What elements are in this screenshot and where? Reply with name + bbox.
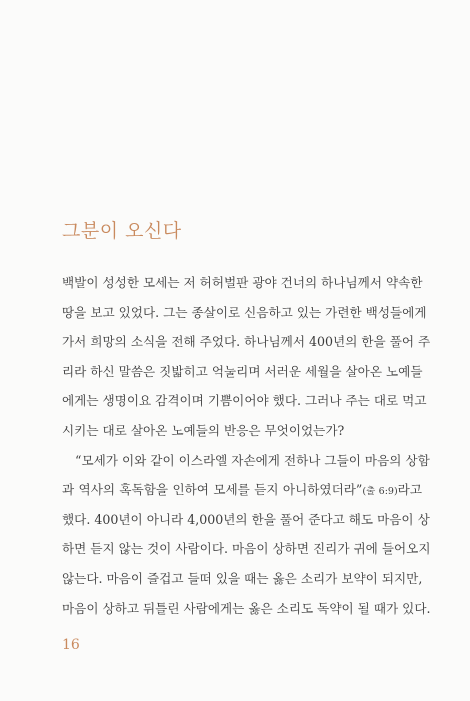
text-line: 했다. 400년이 아니라 4,000년의 한을 풀어 준다고 해도 마음이 상	[62, 511, 430, 527]
text-line: 에게는 생명이요 감격이며 기쁨이어야 했다. 그러나 주는 대로 먹고	[62, 393, 427, 409]
scripture-citation: (출 6:9)	[362, 486, 398, 498]
text-line	[62, 475, 422, 505]
body-text	[62, 268, 431, 623]
section-title: 그분이 오신다	[62, 220, 182, 242]
text-line: 마음이 상하고 뒤틀린 사람에게는 옳은 소리도 독약이 될 때가 있다.	[62, 600, 431, 616]
quote-text: 과 역사의 혹독함을 인하여 모세를 듣지 아니하였더라”	[62, 482, 363, 498]
text-line: “모세가 이와 같이 이스라엘 자손에게 전하나 그들이 마음의 상함	[75, 452, 430, 468]
text-line: 하면 듣지 않는 것이 사람이다. 마음이 상하면 진리가 귀에 들어오지	[62, 541, 431, 557]
text-line: 않는다. 마음이 즐겁고 들떠 있을 때는 옳은 소리가 보약이 되지만,	[62, 570, 423, 586]
text-line: 시키는 대로 살아온 노예들의 반응은 무엇이었는가?	[62, 422, 345, 438]
text-line: 가서 희망의 소식을 전해 주었다. 하나님께서 400년의 한을 풀어 주	[62, 334, 431, 350]
text-line: 땅을 보고 있었다. 그는 종살이로 신음하고 있는 가련한 백성들에게	[62, 304, 427, 320]
page-number: 16	[62, 637, 80, 653]
text-line: 백발이 성성한 모세는 저 허허벌판 광야 건너의 하나님께서 약속한	[62, 275, 423, 290]
text-line: 리라 하신 말씀은 짓밟히고 억눌리며 서러운 세월을 살아온 노예들	[62, 363, 423, 379]
quote-tail: 라고	[397, 482, 422, 498]
